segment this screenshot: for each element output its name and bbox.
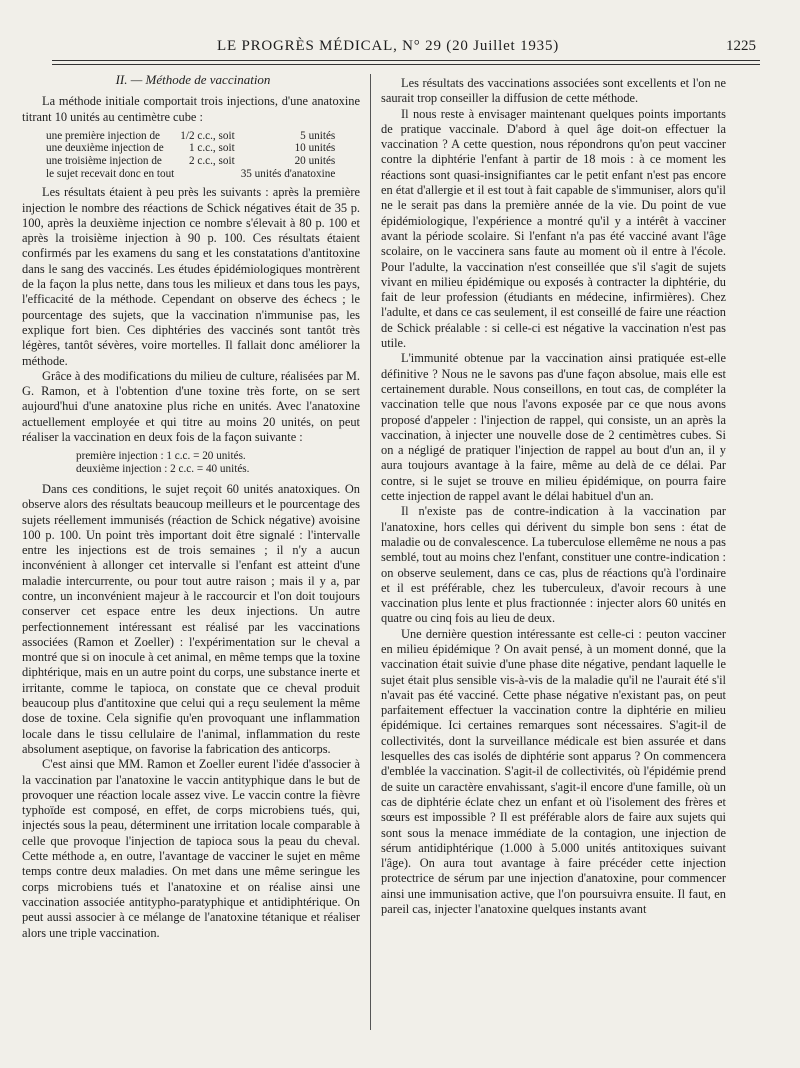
table-cell: 2 c.c., soit bbox=[189, 155, 235, 168]
journal-title: LE PROGRÈS MÉDICAL, N° 29 (20 Juillet 1935) bbox=[217, 38, 560, 54]
table-cell: une première injection de bbox=[46, 129, 160, 142]
table-row bbox=[46, 130, 341, 143]
paragraph: C'est ainsi que MM. Ramon et Zoeller eurent l'idée d'associer à la vaccination par l'anatoxine le vaccin antityphique dans le but de provoquer une réaction locale assez vive. Le vaccin contre la fièvre typhoïde est composé, en effet, de corps microbiens tués, qui, injectés sous la peau, déterminent une irritation locale comparable à celle que provoque l'injection de tapioca sous la peau du cheval. Cette méthode a, en outre, l'avantage de vacciner le sujet en même temps contre deux maladies. On met dans une même seringue les corps microbiens tués et l'anatoxine et on réalise ainsi une vaccination associée antitypho-paratyphique et antidiphtérique. On peut aussi associer à ce mélange de l'anatoxine tétanique et réaliser alors une triple vaccination. bbox=[22, 757, 360, 940]
table-cell bbox=[180, 168, 240, 181]
page-number: 1225 bbox=[726, 38, 756, 54]
injection-schedule bbox=[76, 450, 360, 476]
paragraph: Les résultats étaient à peu près les suivants : après la première injection le nombre des réactions de Schick négatives était de 35 p. 100, après la deuxième injection ce nombre s'élevait à 80 p. 100 et après la troisième injection à 90 p. 100. Ces résultats étaient confirmés par les examens du sang et les constatations d'antitoxine dans le sang des vaccinés. Les études épidémiologiques montrèrent de la façon la plus nette, dans tous les milieux et dans tous les pays, l'efficacité de la méthode. Cependant on observe des échecs ; le pourcentage des sujets, que la vaccination n'immunise pas, les explique fort bien. Ces diphtéries des vaccinés sont tantôt très légères, tantôt sévères, voire mortelles. Il fallait donc améliorer la méthode. bbox=[22, 185, 360, 368]
section-title: II. — Méthode de vaccination bbox=[115, 72, 271, 87]
table-cell: une deuxième injection de bbox=[46, 142, 164, 155]
paragraph: L'immunité obtenue par la vaccination ainsi pratiquée est-elle définitive ? Nous ne le savons pas d'une façon absolue, mais elle est certainement durable. Nous conseillons, en tout cas, de compléter la vaccination telle que nous l'avons exposée par ce que nous avons proposé d'appeler : l'injection de rappel, qui consiste, un an après la vaccination, à injecter une nouvelle dose de 2 centimètres cubes. Si on a négligé de pratiquer l'injection de rappel au bout d'un an, il y aura toujours avantage à la faire, même au delà de ce délai. Par contre, si le sujet se trouve en milieu épidémique, on pourra faire cette injection de rappel avant le délai habituel d'un an. bbox=[381, 351, 726, 504]
table-cell: 10 unités bbox=[294, 142, 336, 155]
header-rule bbox=[52, 60, 760, 65]
injection-line: première injection : 1 c.c. = 20 unités. bbox=[76, 450, 246, 463]
table-cell: 35 unités d'anatoxine bbox=[240, 167, 336, 180]
injection-line: deuxième injection : 2 c.c. = 40 unités. bbox=[76, 463, 250, 476]
paragraph: Une dernière question intéressante est celle-ci : peuton vacciner en milieu épidémique ? On avait pensé, à un moment donné, que la vaccination était suivie d'une phase dite négative, pendant laquelle le sujet était plus sensible vis-à-vis de la maladie qu'il ne l'aurait été s'il n'avait pas été vacciné. Cette phase négative n'existant pas, on peut parfaitement effectuer la vaccination contre la diphtérie en milieu épidémique. Ici certaines remarques sont nécessaires. S'agit-il de collectivités, dont la surveillance médicale est bien assurée et dans lesquelles des cas isolés de diphtérie sont apparus ? On commencera d'emblée la vaccination. S'agit-il de collectivités, où l'épidémie prend de suite un caractère envahissant, s'agit-il encore d'une famille, où un cas de diphtérie éclate chez un enfant et où l'isolement des frères et sœurs est impossible ? Il est préférable alors de faire aux sujets qui sont sous la menace immédiate de la contagion, une injection de sérum antidiphtérique (1.000 à 5.000 unités antitoxiques suivant l'âge). On aura tout avantage à faire précéder cette injection protectrice de sérum par une injection d'anatoxine, pour commencer ainsi une immunisation active, que l'on poursuivra ensuite. Il faut, en pareil cas, injecter l'anatoxine quelques instants avant bbox=[381, 626, 726, 917]
paragraph: Les résultats des vaccinations associées sont excellents et l'on ne saurait trop conseiller la diffusion de cette méthode. bbox=[381, 76, 726, 106]
paragraph: Dans ces conditions, le sujet reçoit 60 unités anatoxiques. On observe alors des résultats beaucoup meilleurs et le pourcentage des sujets réellement immunisés (réaction de Schick négative) avoisine 100 p. 100. Un point très important doit être signalé : l'intervalle entre les injections est de trois semaines ; il n'y a aucun inconvénient à allonger cet intervalle si l'enfant est atteint d'une maladie intercurrente, ou pour tout autre raison ; mais il y a, par contre, un inconvénient majeur à le raccourcir et l'on doit toujours conserver cet espace entre les deux injections. Un autre perfectionnement intéressant est réalisé par les vaccinations associées (Ramon et Zoeller) : l'expérimentation sur le cheval a montré que si on inocule à cet animal, en même temps que la toxine diphtérique, mais en un autre point du corps, une substance inerte et irritante, comme le tapioca, on constate que ce cheval produit beaucoup plus d'antitoxine que celui qui a reçu seulement la même dose de toxine. Cela signifie qu'en provoquant une inflammation locale dans le tissu cellulaire de l'animal, inflammation du reste absolument aseptique, on favorise la fabrication des anticorps. bbox=[22, 481, 360, 756]
table-cell: 1 c.c., soit bbox=[189, 142, 235, 155]
table-cell: 20 unités bbox=[294, 155, 336, 168]
paragraph: La méthode initiale comportait trois injections, d'une anatoxine titrant 10 unités au centimètre cube : bbox=[22, 94, 360, 124]
left-column bbox=[22, 72, 360, 941]
paragraph: Grâce à des modifications du milieu de culture, réalisées par M. G. Ramon, et à l'obtention d'une toxine très forte, on se sert aujourd'hui d'une anatoxine plus riche en unités. Avec l'anatoxine actuellement employée et qui titre au moins 20 unités, on peut réaliser la vaccination en deux fois de la façon suivante : bbox=[22, 368, 360, 445]
right-column bbox=[381, 76, 726, 917]
paragraph: Il n'existe pas de contre-indication à la vaccination par l'anatoxine, hors celles qui dérivent du simple bon sens : état de maladie ou de convalescence. La tuberculose ellemême ne nous a pas semblé, tout au moins chez l'enfant, constituer une contre-indication : on observe seulement, dans ce cas, plus de réactions qu'à l'ordinaire et il est préférable, chez les tuberculeux, d'avoir recours à une vaccination plus lente et plus fractionnée : injecter alors 60 unités en quatre ou cinq fois au lieu de deux. bbox=[381, 504, 726, 626]
paragraph: Il nous reste à envisager maintenant quelques points importants de pratique vaccinale. D'abord à quel âge doit-on effectuer la vaccination ? A cette question, nous répondrons qu'on peut vacciner contre la diphtérie l'enfant à partir de 18 mois : à ce moment les réactions sont quasi-insignifiantes car le petit enfant n'est pas encore en état d'allergie et il est tout à fait capable de s'immuniser, alors qu'il ne le serait pas dans la première année de la vie. Du point de vue épidémiologique, l'expérience a montré qu'il y a intérêt à vacciner avant la période scolaire. Si l'enfant n'a pas été vacciné avant l'âge scolaire, on le vaccinera sans faute au moment où il entre à l'école. Pour l'adulte, la vaccination n'est conseillée que s'il s'agit de sujets vivant en milieu épidémique ou exposés à contracter la diphtérie, du fait de leur profession (étudiants en médecine, infirmières). Chez l'adulte, et dans ce cas seulement, il est conseillé de faire une réaction de Schick préalable : si celle-ci est négative la vaccination n'est pas utile. bbox=[381, 106, 726, 351]
running-header bbox=[52, 38, 756, 58]
table-cell: 1/2 c.c., soit bbox=[180, 129, 235, 142]
column-divider bbox=[370, 74, 371, 1030]
table-cell: une troisième injection de bbox=[46, 155, 162, 168]
dose-table bbox=[46, 130, 341, 180]
table-cell: 5 unités bbox=[300, 129, 336, 142]
table-cell: le sujet recevait donc en tout bbox=[46, 167, 175, 180]
table-row bbox=[46, 155, 341, 168]
table-row bbox=[46, 168, 341, 181]
table-row bbox=[46, 142, 341, 155]
